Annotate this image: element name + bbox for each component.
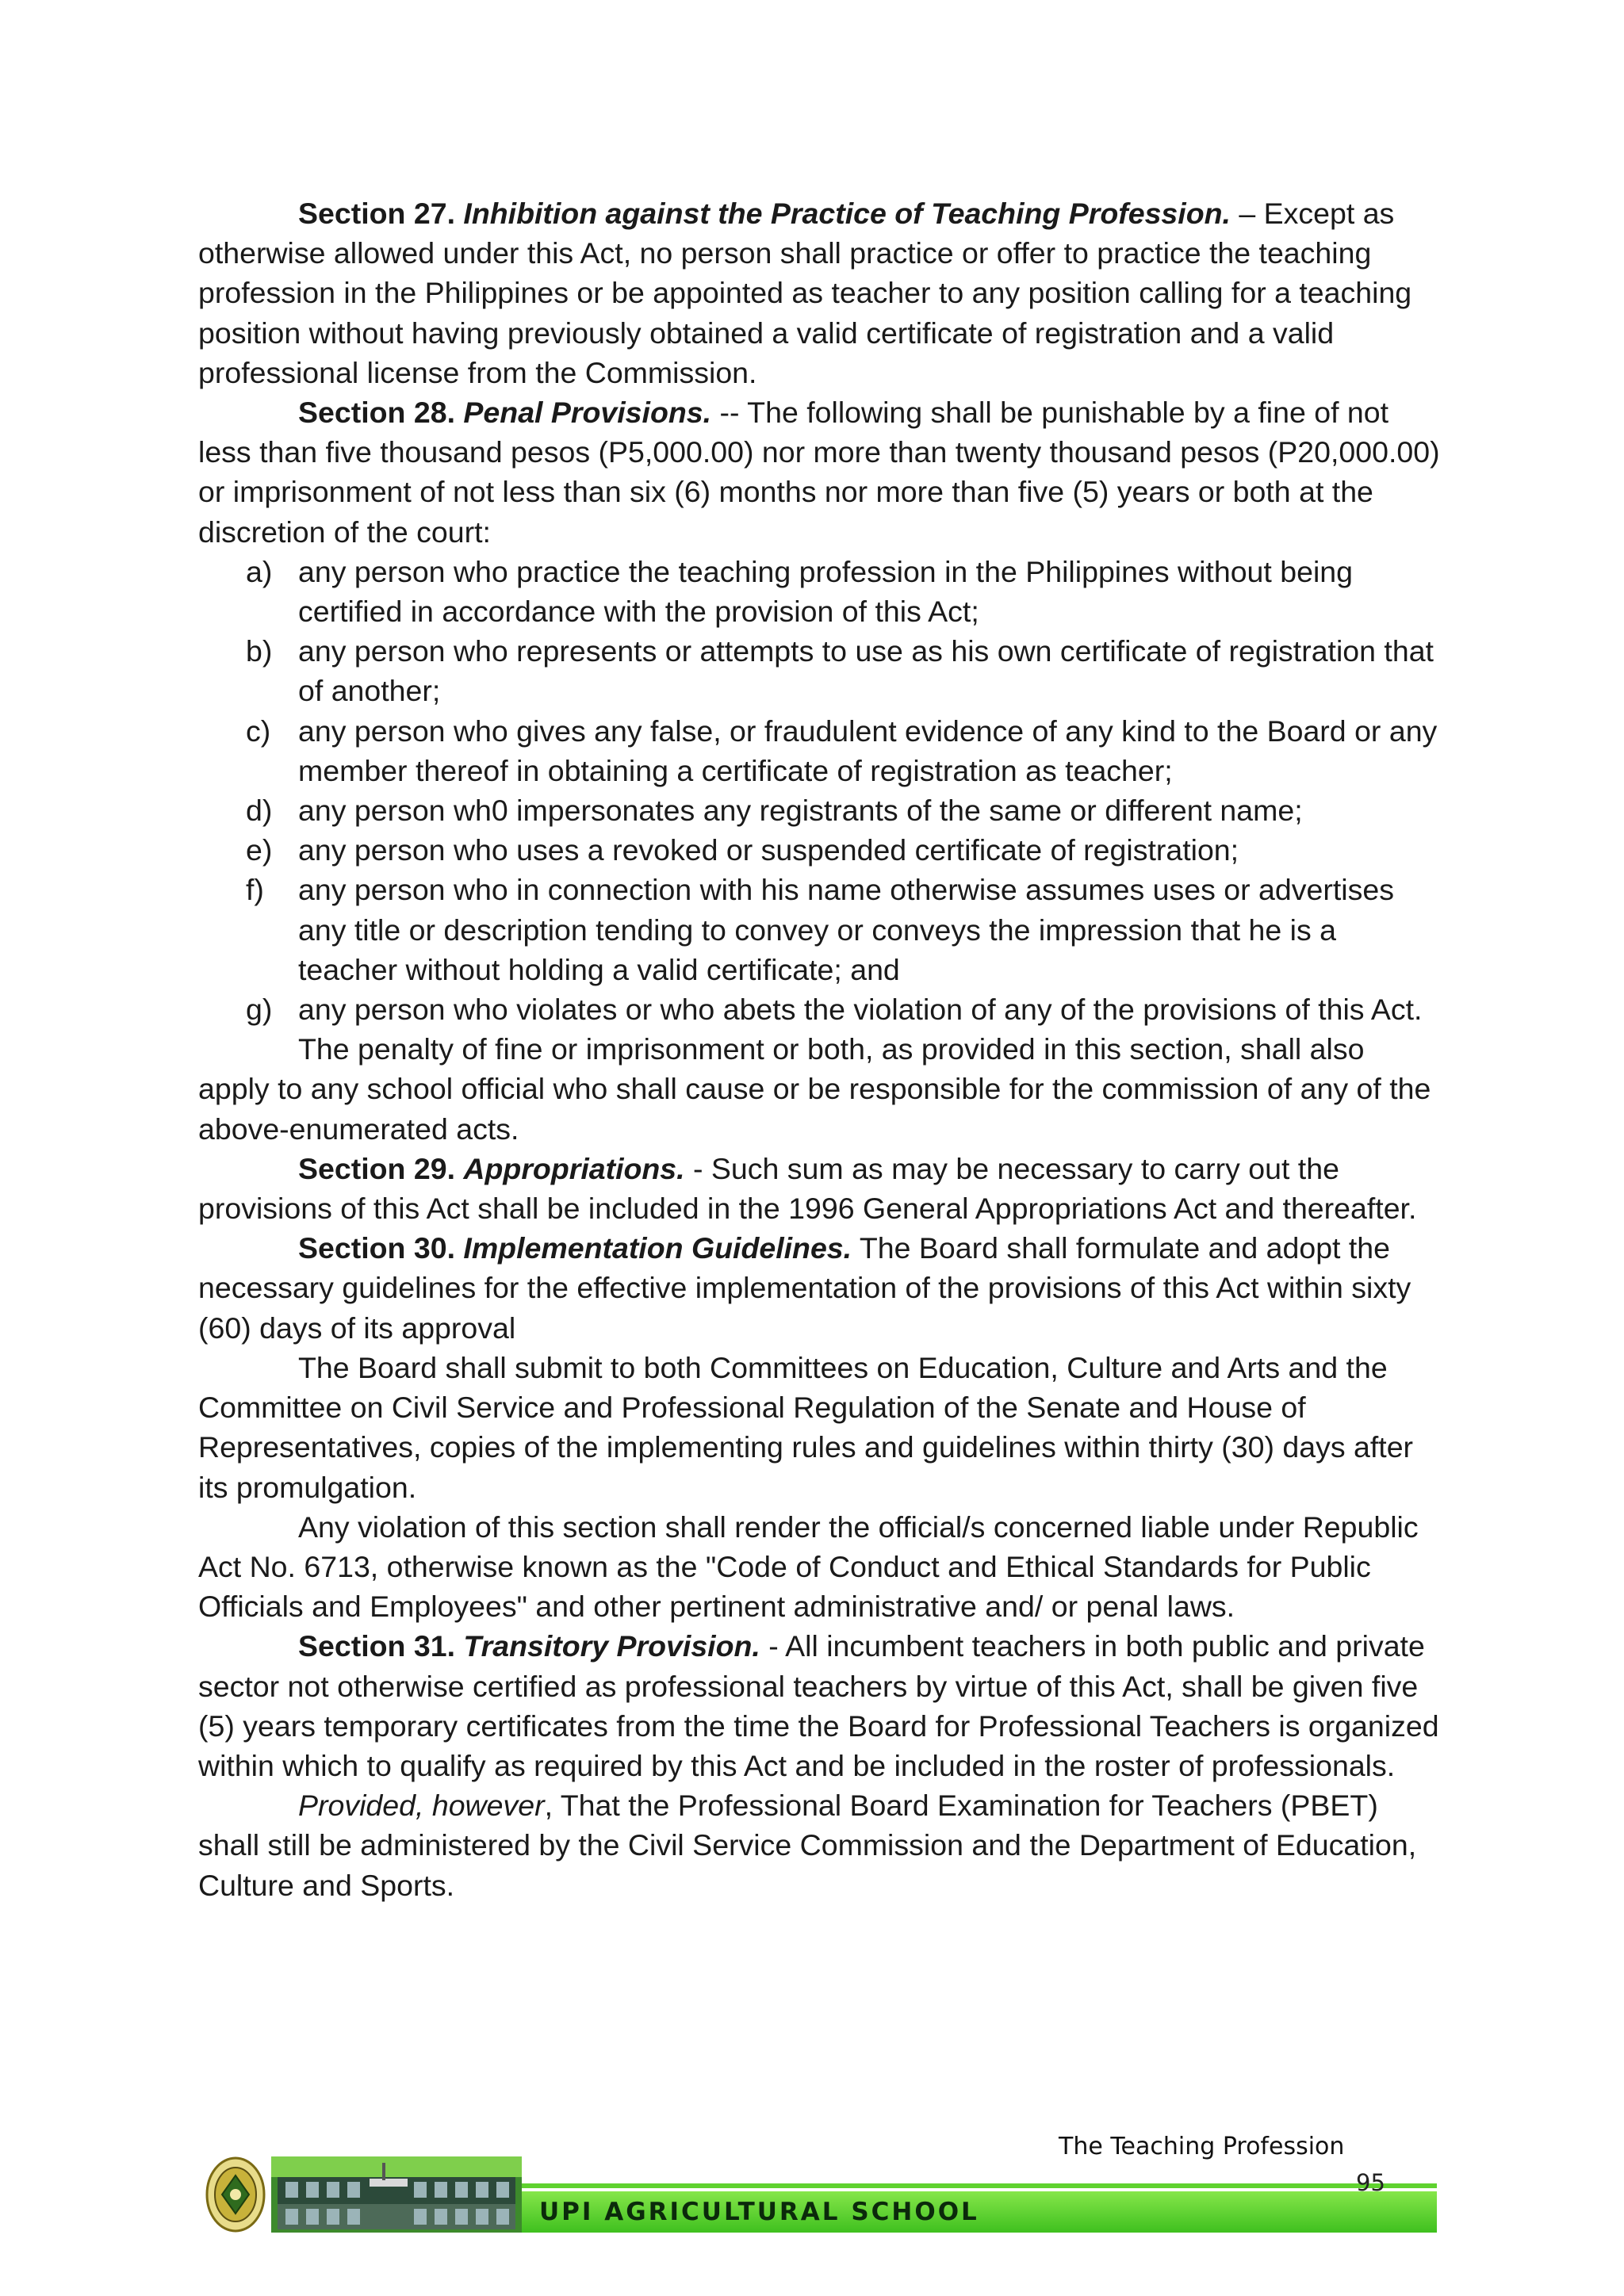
section-text: – Except as otherwise allowed under this Act, no person shall practice or offer to practice the teaching profession in the Philippines or be appointed as teacher to any position calling for a teaching position without having previously obtained a valid certificate of registration and a valid professional license from the Commission. (198, 197, 1412, 389)
section-number: Section 27. (298, 197, 455, 230)
section-28 (198, 392, 1443, 552)
page-body (198, 193, 1443, 1905)
list-item (198, 830, 1443, 870)
footer-title: The Teaching Profession (1059, 2133, 1345, 2160)
proviso-lead: Provided, however (298, 1789, 545, 1823)
list-marker: g) (246, 993, 273, 1027)
list-marker: b) (246, 634, 273, 668)
section-title: Penal Provisions. (463, 396, 712, 430)
section-31 (198, 1626, 1443, 1785)
list-marker: c) (246, 714, 271, 748)
section-title: Implementation Guidelines. (463, 1231, 852, 1265)
list-item (198, 552, 1443, 631)
list-item-text: any person who violates or who abets the violation of any of the provisions of this Act. (298, 993, 1423, 1027)
footer-divider (522, 2183, 1437, 2188)
page-number: 95 (1356, 2169, 1385, 2196)
section-27 (198, 193, 1443, 392)
page-footer (0, 2133, 1624, 2252)
list-item (198, 989, 1443, 1029)
list-marker: a) (246, 554, 273, 588)
list-marker: f) (246, 873, 264, 907)
section-text: The Board shall formulate and adopt the necessary guidelines for the effective implementation of the provisions of this Act within sixty (60) days of its approval (198, 1231, 1411, 1345)
list-item-text: any person who in connection with his name otherwise assumes uses or advertises any title or description tending to convey or conveys the impression that he is a teacher without holding a valid certificate; and (298, 873, 1394, 986)
list-item-text: any person who represents or attempts to use as his own certificate of registration that of another; (298, 634, 1434, 708)
section-30-paragraph-3: Any violation of this section shall render the official/s concerned liable under Republic Act No. 6713, otherwise known as the "Code of Conduct and Ethical Standards for Public Officials and Employees" and other pertinent administrative and/ or penal laws. (198, 1510, 1419, 1624)
penal-provisions-list (198, 552, 1443, 1029)
section-number: Section 28. (298, 396, 455, 430)
section-title: Inhibition against the Practice of Teaching Profession. (463, 197, 1231, 230)
section-29 (198, 1149, 1443, 1228)
section-title: Transitory Provision. (463, 1629, 760, 1663)
list-item-text: any person who uses a revoked or suspended certificate of registration; (298, 833, 1239, 867)
list-marker: e) (246, 833, 273, 867)
list-item-text: any person who practice the teaching profession in the Philippines without being certified in accordance with the provision of this Act; (298, 554, 1354, 629)
section-text: - Such sum as may be necessary to carry out the provisions of this Act shall be included in the 1996 General Appropriations Act and thereafter. (198, 1151, 1417, 1226)
list-item (198, 631, 1443, 710)
proviso-text: , That the Professional Board Examination for Teachers (PBET) shall still be administered by the Civil Service Commission and the Department of Education, Culture and Sports. (198, 1789, 1417, 1902)
list-item (198, 711, 1443, 790)
school-building-photo (271, 2156, 522, 2233)
proviso-paragraph (198, 1785, 1443, 1905)
section-text: -- The following shall be punishable by a fine of not less than five thousand pesos (P5,000.00) nor more than twenty thousand pesos (P20,000.00) or imprisonment of not less than six (6) months nor more than five (5) years or both at the discretion of the court: (198, 396, 1440, 549)
section-number: Section 31. (298, 1629, 455, 1663)
school-seal-icon (205, 2155, 266, 2234)
school-name: UPI AGRICULTURAL SCHOOL (539, 2198, 979, 2226)
section-30-paragraph-2: The Board shall submit to both Committees on Education, Culture and Arts and the Committee on Civil Service and Professional Regulation of the Senate and House of Representatives, copies of the implementing rules and guidelines within thirty (30) days after its promulgation. (198, 1350, 1414, 1504)
section-number: Section 29. (298, 1151, 455, 1185)
list-item-text: any person wh0 impersonates any registrants of the same or different name; (298, 794, 1303, 828)
section-text: - All incumbent teachers in both public and private sector not otherwise certified as professional teachers by virtue of this Act, shall be given five (5) years temporary certificates from the time the Board for Professional Teachers is organized within which to qualify as required by this Act and be included in the roster of professionals. (198, 1629, 1439, 1782)
list-marker: d) (246, 794, 273, 828)
section-title: Appropriations. (463, 1151, 685, 1185)
list-item-text: any person who gives any false, or fraudulent evidence of any kind to the Board or any member thereof in obtaining a certificate of registration as teacher; (298, 714, 1438, 787)
penalty-paragraph: The penalty of fine or imprisonment or both, as provided in this section, shall also apply to any school official who shall cause or be responsible for the commission of any of the above-enumerated acts. (198, 1032, 1431, 1146)
section-number: Section 30. (298, 1231, 455, 1265)
section-30 (198, 1228, 1443, 1348)
list-item (198, 790, 1443, 830)
list-item (198, 870, 1443, 989)
